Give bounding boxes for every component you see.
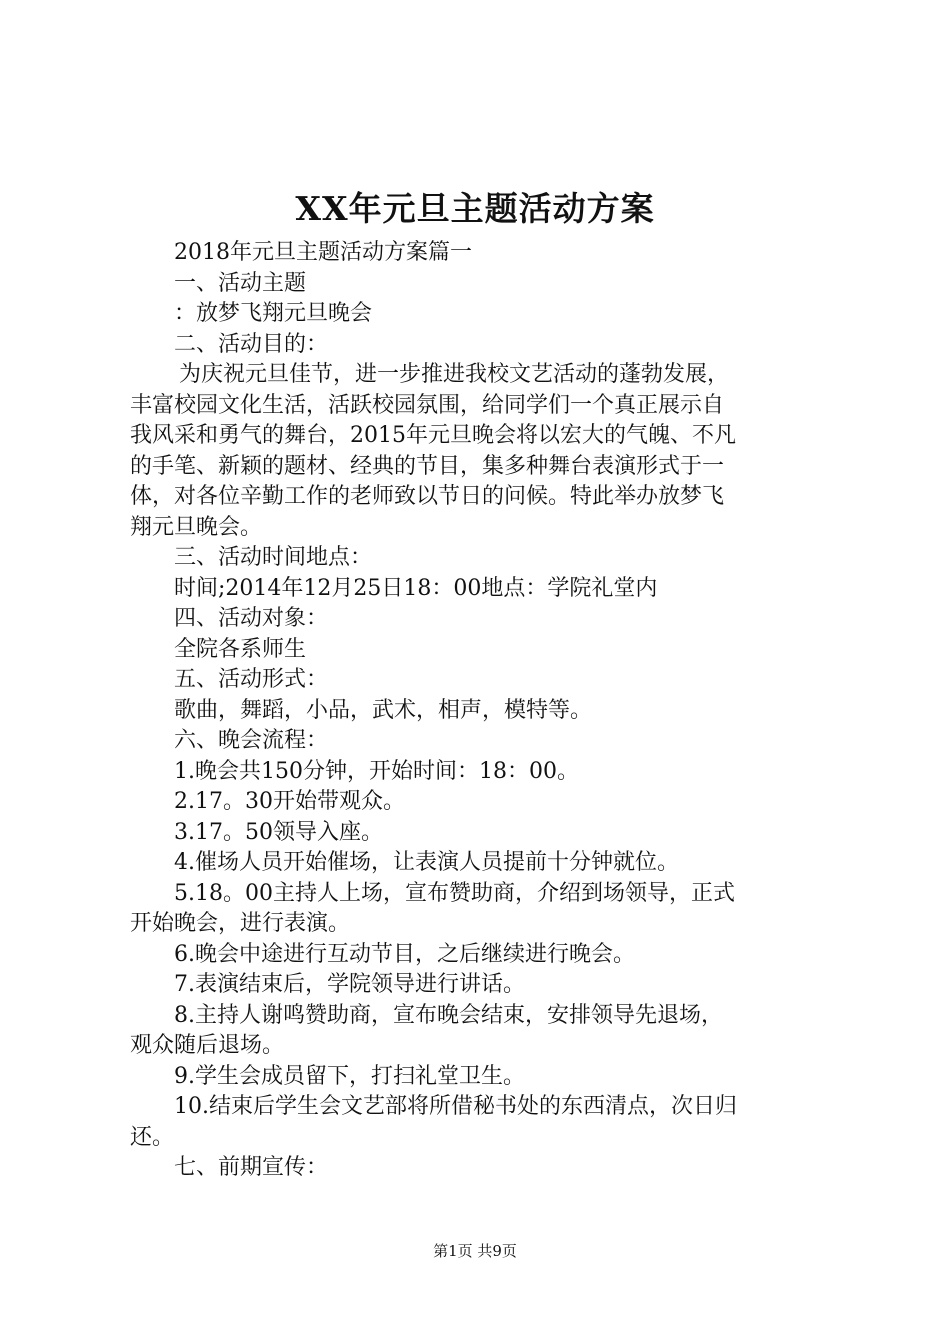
text-line: 全院各系师生 — [174, 636, 307, 662]
text-line: 5.18。00主持人上场，宣布赞助商，介绍到场领导，正式 — [174, 880, 735, 906]
text-line: 开始晚会，进行表演。 — [130, 911, 351, 936]
text-line: 3.17。50领导入座。 — [174, 819, 383, 845]
text-line: 9.学生会成员留下，打扫礼堂卫生。 — [174, 1063, 525, 1089]
text-line: 体，对各位辛勤工作的老师致以节日的问候。特此举办放梦飞 — [130, 484, 725, 509]
text-line: 2018年元旦主题活动方案篇一 — [174, 240, 472, 265]
text-line: 还。 — [130, 1124, 175, 1150]
text-line: 的手笔、新颖的题材、经典的节目，集多种舞台表演形式于一 — [130, 453, 725, 479]
text-line: 2.17。30开始带观众。 — [174, 789, 405, 814]
text-line: 六、晚会流程： — [174, 728, 329, 753]
text-line: 1.晚会共150分钟，开始时间：18：00。 — [174, 758, 579, 784]
text-line: 歌曲，舞蹈，小品，武术，相声，模特等。 — [174, 697, 593, 723]
text-line: 10.结束后学生会文艺部将所借秘书处的东西清点，次日归 — [174, 1094, 737, 1119]
text-line: ：放梦飞翔元旦晚会 — [174, 301, 373, 326]
text-line: 为庆祝元旦佳节，进一步推进我校文艺活动的蓬勃发展， — [179, 362, 730, 387]
text-line: 8.主持人谢鸣赞助商，宣布晚会结束，安排领导先退场， — [174, 1002, 723, 1028]
document-title: XX年元旦主题活动方案 — [295, 189, 655, 228]
text-line: 观众随后退场。 — [130, 1033, 285, 1058]
text-line: 三、活动时间地点： — [174, 545, 373, 570]
text-line: 翔元旦晚会。 — [130, 514, 263, 540]
text-line: 四、活动对象： — [174, 606, 329, 631]
page-footer: 第1页 共9页 — [433, 1242, 517, 1260]
text-line: 二、活动目的： — [174, 331, 329, 357]
text-line: 一、活动主题 — [174, 270, 307, 296]
text-line: 时间;2014年12月25日18：00地点：学院礼堂内 — [174, 575, 658, 601]
text-line: 7.表演结束后，学院领导进行讲话。 — [174, 972, 525, 997]
document-body — [130, 238, 830, 1184]
text-line: 6.晚会中途进行互动节目，之后继续进行晚会。 — [174, 941, 635, 967]
text-line: 丰富校园文化生活，活跃校园氛围，给同学们一个真正展示自 — [130, 392, 725, 418]
text-line: 七、前期宣传： — [174, 1155, 329, 1180]
text-line: 4.催场人员开始催场，让表演人员提前十分钟就位。 — [174, 850, 679, 875]
text-line: 五、活动形式： — [174, 667, 329, 692]
text-line: 我风采和勇气的舞台，2015年元旦晚会将以宏大的气魄、不凡 — [130, 423, 736, 448]
